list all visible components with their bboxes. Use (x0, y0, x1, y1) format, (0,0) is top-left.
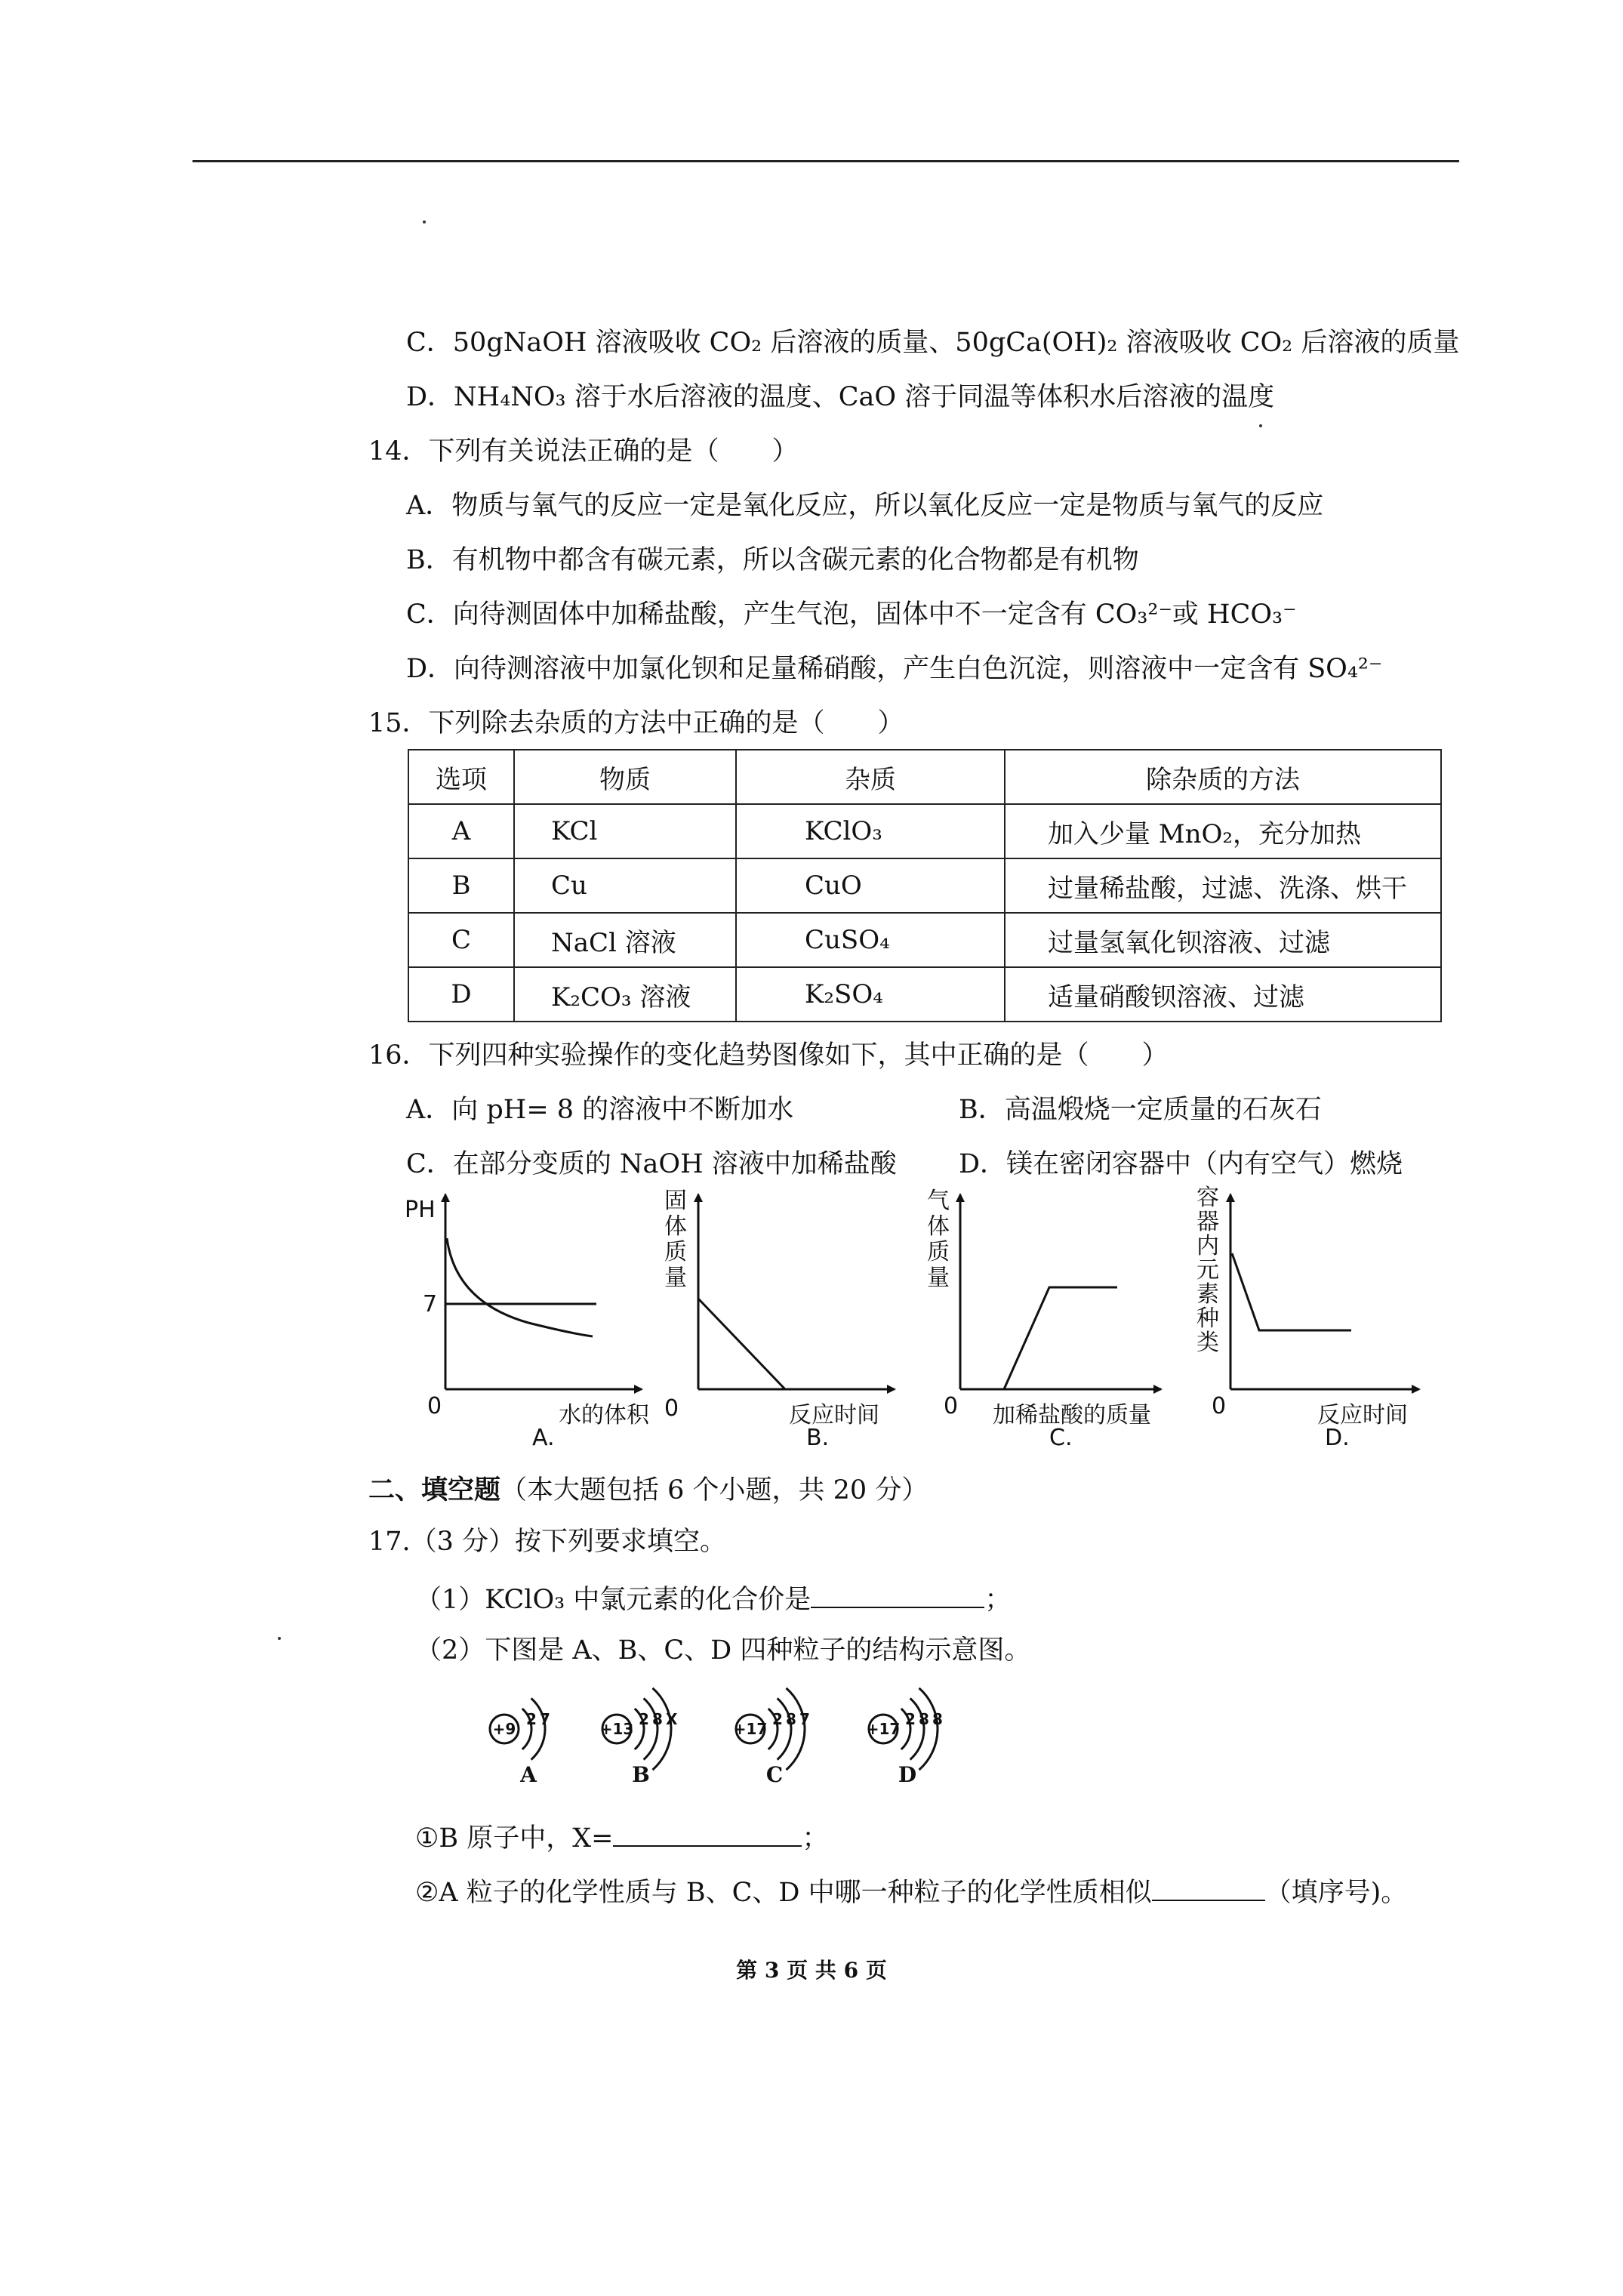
q13-option-d: D．NH₄NO₃ 溶于水后溶液的温度、CaO 溶于同温等体积水后溶液的温度 (406, 382, 1275, 412)
electron-shell-arc (910, 1698, 924, 1759)
q17-sub2-blank[interactable] (1152, 1872, 1265, 1901)
section-2-note: （本大题包括 6 个小题，共 20 分） (500, 1475, 929, 1505)
graph-a-ytick: 7 (423, 1291, 438, 1318)
q14-option-c: C．向待测固体中加稀盐酸，产生气泡，固体中不一定含有 CO₃²⁻或 HCO₃⁻ (406, 599, 1297, 630)
table-cell: Cu (514, 858, 736, 913)
q16-option-d: D．镁在密闭容器中（内有空气）燃烧 (959, 1149, 1403, 1179)
graph-c-origin: 0 (944, 1393, 959, 1419)
table-cell: KClO₃ (736, 804, 1005, 858)
electron-shell-arc (778, 1698, 791, 1759)
q17-part1-end: ； (984, 1585, 1012, 1615)
atom-a (490, 1698, 550, 1787)
atom-c (734, 1688, 810, 1787)
table-cell: 过量稀盐酸，过滤、洗涤、烘干 (1005, 858, 1441, 913)
page-footer: 第 3 页 共 6 页 (736, 1958, 887, 1983)
electron-shell-arc (644, 1698, 658, 1759)
electron-shell-arc (531, 1698, 545, 1759)
graph-d-origin: 0 (1212, 1393, 1227, 1419)
graph-b-ylabel: 固体质量 (664, 1188, 687, 1291)
table-header-cell: 杂质 (736, 750, 1005, 804)
graph-d-ylabel: 容器内元素种类 (1196, 1185, 1219, 1356)
graph-b-origin: 0 (664, 1395, 679, 1422)
table-header-cell: 物质 (514, 750, 736, 804)
q17-stem: 17.（3 分）按下列要求填空。 (368, 1527, 727, 1557)
nucleus-charge: +9 (492, 1720, 516, 1738)
q14-option-d: D．向待测溶液中加氯化钡和足量稀硝酸，产生白色沉淀，则溶液中一定含有 SO₄²⁻ (406, 654, 1383, 684)
table-cell: A (408, 804, 514, 858)
table-cell: B (408, 858, 514, 913)
table-header-cell: 除杂质的方法 (1005, 750, 1441, 804)
q14-stem: 14．下列有关说法正确的是（ ） (368, 436, 799, 467)
q16-option-b: B．高温煅烧一定质量的石灰石 (959, 1095, 1322, 1125)
q16-option-c: C．在部分变质的 NaOH 溶液中加稀盐酸 (406, 1149, 897, 1179)
section-2-title: 二、填空题 (368, 1475, 501, 1505)
shell-electron-count: 7 (540, 1710, 550, 1728)
graph-b-letter: B. (806, 1425, 830, 1451)
shell-electron-count: 8 (932, 1710, 943, 1728)
q17-sub2-end: （填序号)。 (1264, 1878, 1408, 1908)
nucleus-charge: +17 (733, 1720, 768, 1738)
graph-d-letter: D. (1325, 1425, 1350, 1451)
graph-c-letter: C. (1049, 1425, 1073, 1451)
q17-sub1-text: ①B 原子中，X= (415, 1823, 614, 1854)
shell-electron-count: 2 (639, 1710, 649, 1728)
table-header-cell: 选项 (408, 750, 514, 804)
table-cell: NaCl 溶液 (514, 913, 736, 967)
q13-option-c: C．50gNaOH 溶液吸收 CO₂ 后溶液的质量、50gCa(OH)₂ 溶液吸收 CO₂ 后溶液的质量 (406, 328, 1460, 358)
shell-electron-count: 8 (652, 1710, 663, 1728)
table-cell: 过量氢氧化钡溶液、过滤 (1005, 913, 1441, 967)
table-cell: 适量硝酸钡溶液、过滤 (1005, 967, 1441, 1022)
q17-sub2-text: ②A 粒子的化学性质与 B、C、D 中哪一种粒子的化学性质相似 (415, 1878, 1152, 1908)
q14-option-a: A．物质与氧气的反应一定是氧化反应，所以氧化反应一定是物质与氧气的反应 (406, 491, 1324, 521)
table-cell: K₂SO₄ (736, 967, 1005, 1022)
table-cell: C (408, 913, 514, 967)
q17-sub2 (415, 1872, 1407, 1909)
table-cell: K₂CO₃ 溶液 (514, 967, 736, 1022)
table-cell: D (408, 967, 514, 1022)
shell-electron-count: 8 (786, 1710, 796, 1728)
graph-b-xlabel: 反应时间 (789, 1402, 879, 1428)
table-cell: 加入少量 MnO₂，充分加热 (1005, 804, 1441, 858)
q17-part2: （2）下图是 A、B、C、D 四种粒子的结构示意图。 (415, 1635, 1031, 1666)
table-cell: CuSO₄ (736, 913, 1005, 967)
atom-label: D (898, 1762, 917, 1787)
q17-sub1-end: ； (802, 1823, 829, 1854)
atom-label: B (632, 1762, 650, 1787)
electron-shell-arc (653, 1688, 671, 1770)
nucleus-charge: +13 (599, 1720, 634, 1738)
graph-d-xlabel: 反应时间 (1317, 1402, 1408, 1428)
q16-stem: 16．下列四种实验操作的变化趋势图像如下，其中正确的是（ ） (368, 1040, 1169, 1071)
electron-shell-arc (919, 1688, 938, 1770)
electron-shell-arc (787, 1688, 805, 1770)
q14-option-b: B．有机物中都含有碳元素，所以含碳元素的化合物都是有机物 (406, 545, 1139, 575)
q17-sub1-blank[interactable] (613, 1818, 802, 1847)
shell-electron-count: 2 (526, 1710, 537, 1728)
table-cell: CuO (736, 858, 1005, 913)
shell-electron-count: X (666, 1710, 678, 1728)
graph-a-xlabel: 水的体积 (559, 1402, 649, 1428)
graph-a-origin: 0 (427, 1393, 442, 1419)
q15-stem: 15．下列除去杂质的方法中正确的是（ ） (368, 708, 904, 738)
atom-b (600, 1688, 678, 1787)
shell-electron-count: 8 (919, 1710, 929, 1728)
q17-part1-text: （1）KClO₃ 中氯元素的化合价是 (415, 1585, 812, 1615)
shell-electron-count: 2 (772, 1710, 783, 1728)
graph-c-xlabel: 加稀盐酸的质量 (993, 1402, 1151, 1428)
graph-c-ylabel: 气体质量 (927, 1188, 950, 1291)
shell-electron-count: 7 (799, 1710, 810, 1728)
table-cell: KCl (514, 804, 736, 858)
graph-a-ylabel: PH (405, 1197, 436, 1223)
graph-a-letter: A. (532, 1425, 555, 1451)
nucleus-charge: +17 (866, 1720, 901, 1738)
atom-label: A (520, 1762, 537, 1787)
atom-label: C (765, 1762, 784, 1787)
q17-sub1 (415, 1818, 828, 1855)
shell-electron-count: 2 (905, 1710, 916, 1728)
atom-d (867, 1688, 943, 1787)
q16-option-a: A．向 pH= 8 的溶液中不断加水 (406, 1095, 794, 1125)
